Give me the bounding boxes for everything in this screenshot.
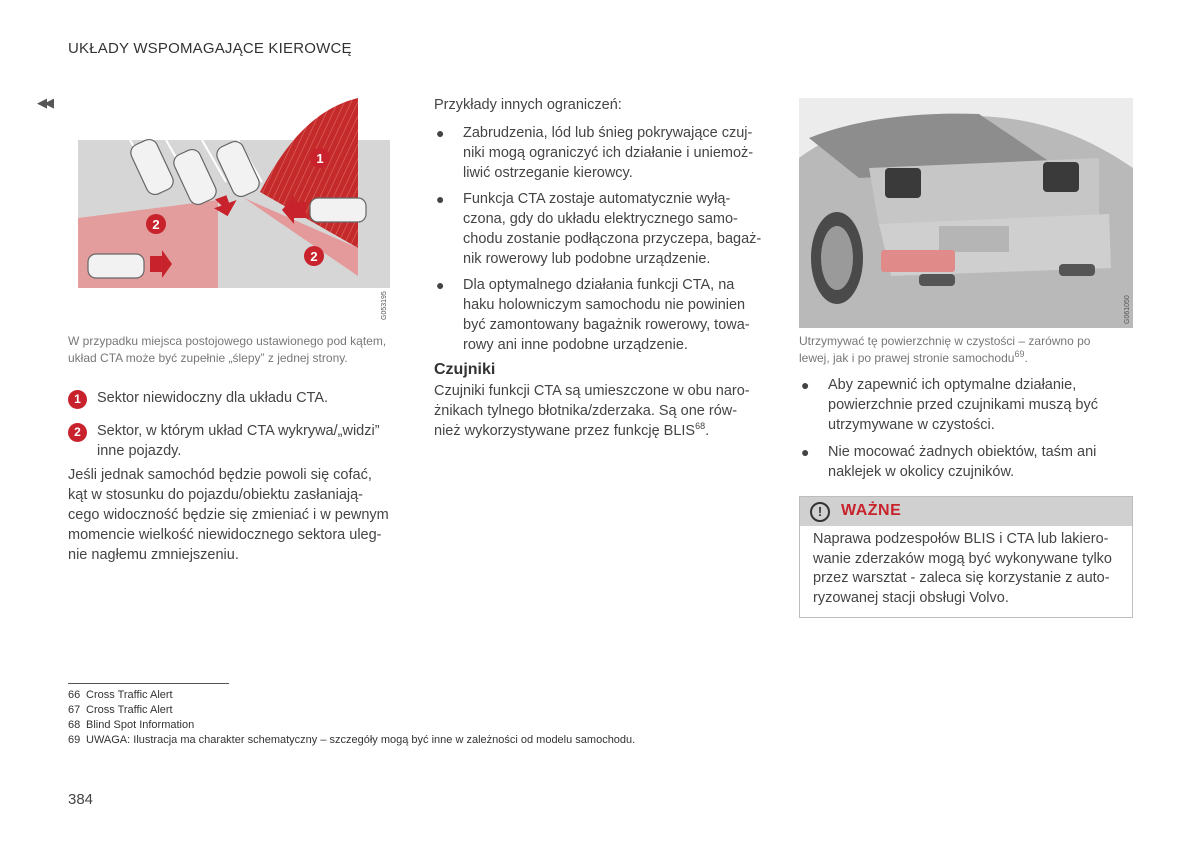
footnote: 67 Cross Traffic Alert [68,704,173,716]
numbered-item-2: 2 Sektor, w którym układ CTA wykrywa/„widzi” inne pojazdy. [68,421,398,461]
page-header: UKŁADY WSPOMAGAJĄCE KIEROWCĘ [68,40,352,57]
notice-label: WAŻNE [841,502,902,519]
limitations-list [434,123,764,361]
sector-label-1: 1 [316,151,324,166]
important-notice-box [799,496,1133,618]
double-left-arrow-icon: ◀◀ [37,95,51,110]
sensor-care-list [799,375,1129,488]
sector-label-2-left: 2 [152,217,160,232]
list-item: ● Zabrudzenia, lód lub śnieg pokrywające czuj- niki mogą ograniczyć ich działanie i uniemoż- liwić ostrzeganie kierowcy. [436,125,754,181]
list-item: ● Nie mocować żadnych obiektów, taśm ani naklejek w okolicy czujników. [801,444,1097,480]
sector-label-2-right: 2 [310,249,318,264]
page-number: 384 [68,791,94,808]
sensors-paragraph: Czujniki funkcji CTA są umieszczone w obu naro- żnikach tylnego błotnika/zderzaka. Są one rów- nież wykorzystywane przez funkcję BLIS$^{68}$. [434,383,750,439]
footnote-divider [68,683,229,684]
limitations-intro: Przykłady innych ograniczeń: [434,97,622,113]
list-item: ● Dla optymalnego działania funkcji CTA, na haku holowniczym samochodu nie powinien być zamontowany bagażnik rowerowy, towa- rowy ani inne podobne urządzenie. [436,277,750,353]
car-rear-photo [799,98,1133,328]
footnote: 66 Cross Traffic Alert [68,689,173,701]
number-badge: 2 [68,423,87,442]
cta-parking-diagram [68,98,390,324]
figure3-caption: Utrzymywać tę powierzchnię w czystości – zarówno po lewej, jak i po prawej stronie samochodu$^{69}$. [799,334,1091,365]
figure-code: G053195 [381,291,388,320]
figure1-caption: W przypadku miejsca postojowego ustawionego pod kątem, układ CTA może być zupełnie „ślepy” z jednej strony. [68,334,387,365]
notice-text: Naprawa podzespołów BLIS i CTA lub lakiero- wanie zderzaków mogą być wykonywane tylko przez warsztat - zaleca się korzystanie z auto- ryzowanej stacji obsługi Volvo. [813,531,1112,606]
list-item: ● Funkcja CTA zostaje automatycznie wyłą- czona, gdy do układu elektrycznego samo- chodu zostanie podłączona przyczepa, bagaż- nik rowerowy lub podobne urządzenie. [436,191,762,267]
footnotes [68,688,635,748]
notice-header [800,497,1132,526]
footnote: 68 Blind Spot Information [68,719,195,731]
footnote: 69 UWAGA: Ilustracja ma charakter schematyczny – szczegóły mogą być inne w zależności od modelu samochodu. [68,734,636,746]
numbered-item-1: 1 Sektor niewidoczny dla układu CTA. [68,388,398,410]
list-item: ● Aby zapewnić ich optymalne działanie, powierzchnie przed czujnikami muszą być utrzymywane w czystości. [801,377,1098,433]
section-heading-sensors: Czujniki [434,361,496,378]
number-badge: 1 [68,390,87,409]
body-paragraph-1: Jeśli jednak samochód będzie powoli się cofać, kąt w stosunku do pojazdu/obiektu zasłaniają- cego widoczność będzie się zmieniać i w pewnym momencie wielkość niewidocznego sektora uleg- nie nagłemu zmniejszeniu. [68,467,389,563]
exclamation-circle-icon: ! [810,502,830,522]
figure-code: G061050 [1124,295,1131,324]
